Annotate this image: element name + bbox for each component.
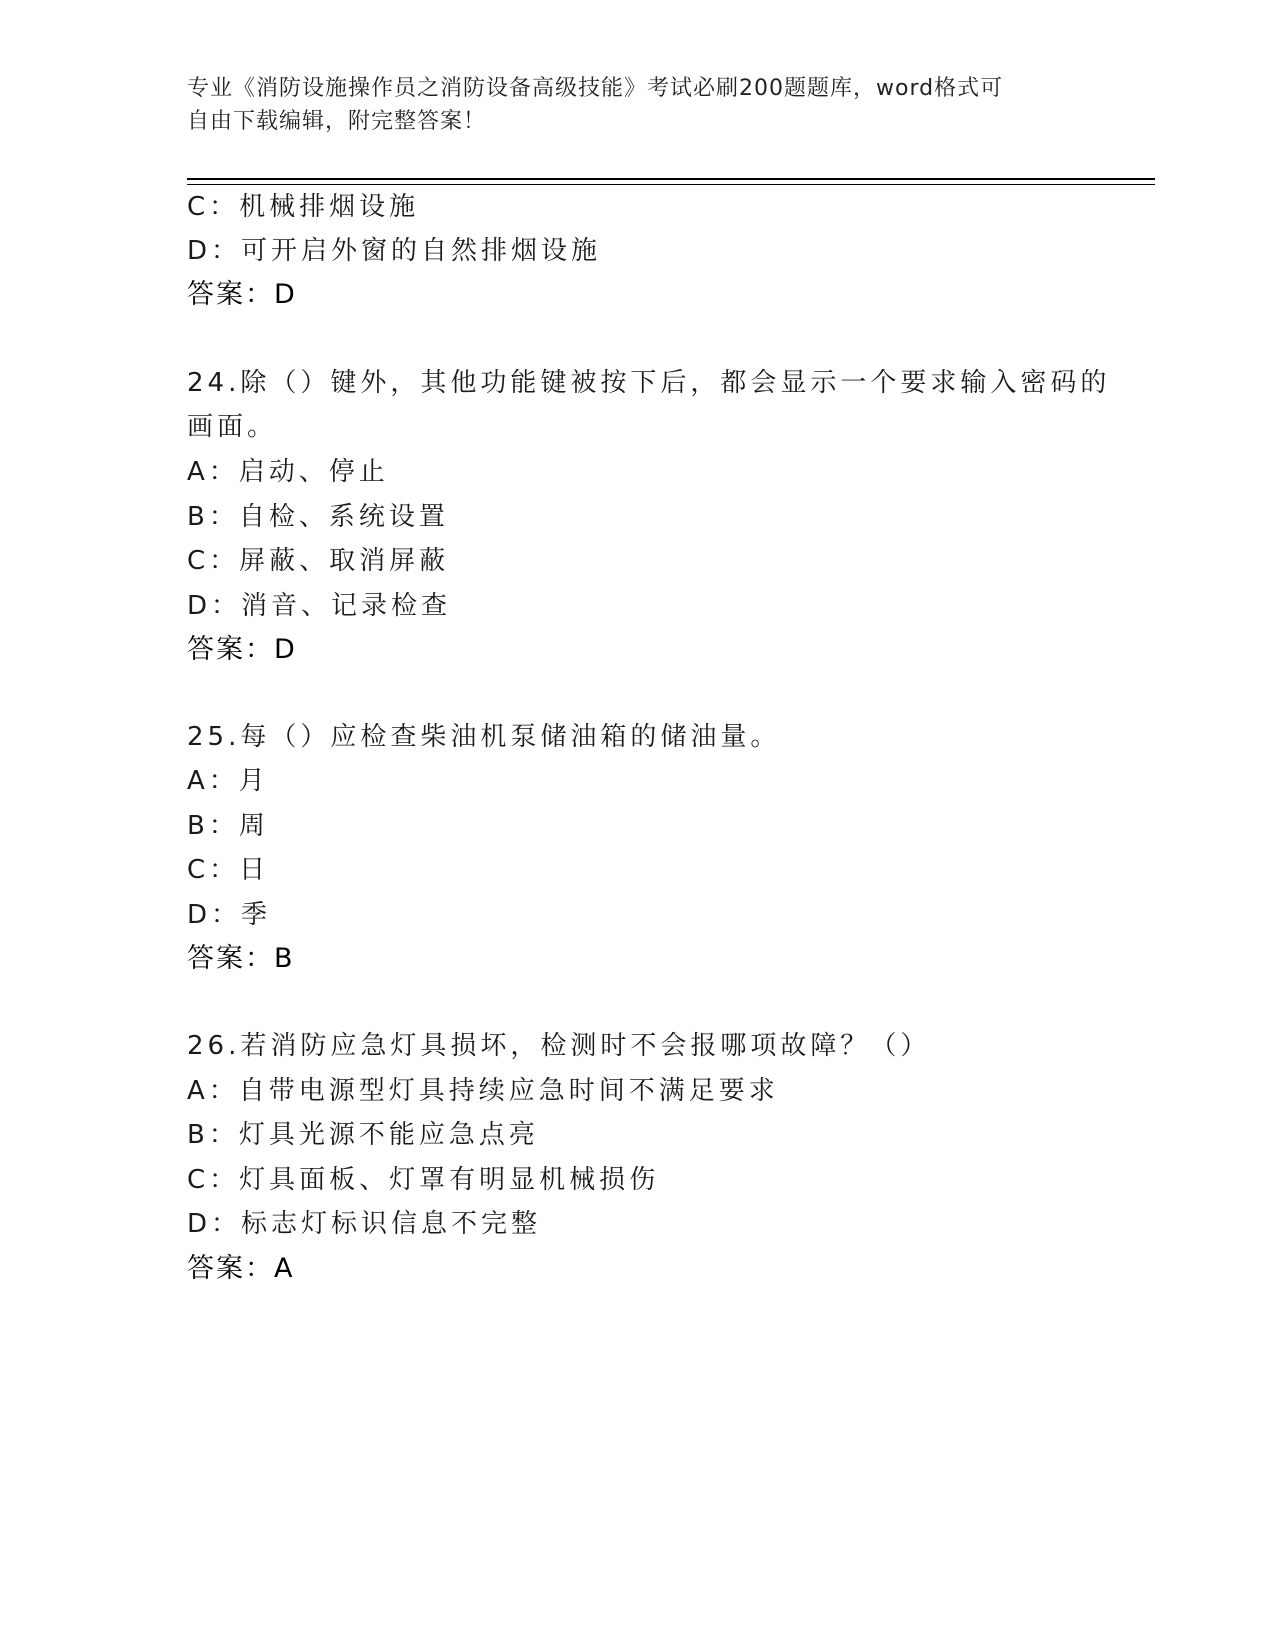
header-divider-thick (187, 178, 1155, 180)
q25-option-d: D：季 (187, 900, 272, 930)
q25-option-c: C：日 (187, 855, 270, 885)
prev-option-d: D：可开启外窗的自然排烟设施 (187, 236, 602, 266)
header-line-1: 专业《消防设施操作员之消防设备高级技能》考试必刷200题题库，word格式可 (187, 76, 1004, 101)
prev-answer: 答案：D (187, 279, 297, 310)
prev-option-c: C：机械排烟设施 (187, 192, 420, 222)
q24-stem-line-2: 画面。 (187, 412, 278, 442)
q24-option-c: C：屏蔽、取消屏蔽 (187, 546, 450, 576)
header-divider-thin (187, 184, 1155, 185)
q24-answer: 答案：D (187, 634, 297, 665)
q25-answer: 答案：B (187, 943, 295, 974)
q25-option-a: A：月 (187, 766, 269, 796)
q24-option-a: A：启动、停止 (187, 457, 389, 487)
q24-stem-line-1: 24.除（）键外，其他功能键被按下后，都会显示一个要求输入密码的 (187, 368, 1111, 398)
header-line-2: 自由下载编辑，附完整答案！ (187, 109, 487, 134)
q26-option-c: C：灯具面板、灯罩有明显机械损伤 (187, 1165, 660, 1195)
q26-answer: 答案：A (187, 1253, 295, 1284)
q24-option-b: B：自检、系统设置 (187, 502, 449, 532)
q24-option-d: D：消音、记录检查 (187, 591, 452, 621)
q26-option-d: D：标志灯标识信息不完整 (187, 1209, 542, 1239)
q25-option-b: B：周 (187, 811, 269, 841)
q26-option-a: A：自带电源型灯具持续应急时间不满足要求 (187, 1076, 779, 1106)
q26-stem: 26.若消防应急灯具损坏，检测时不会报哪项故障？（） (187, 1031, 931, 1061)
document-header (187, 72, 1087, 138)
q25-stem: 25.每（）应检查柴油机泵储油箱的储油量。 (187, 722, 781, 752)
q26-option-b: B：灯具光源不能应急点亮 (187, 1120, 539, 1150)
